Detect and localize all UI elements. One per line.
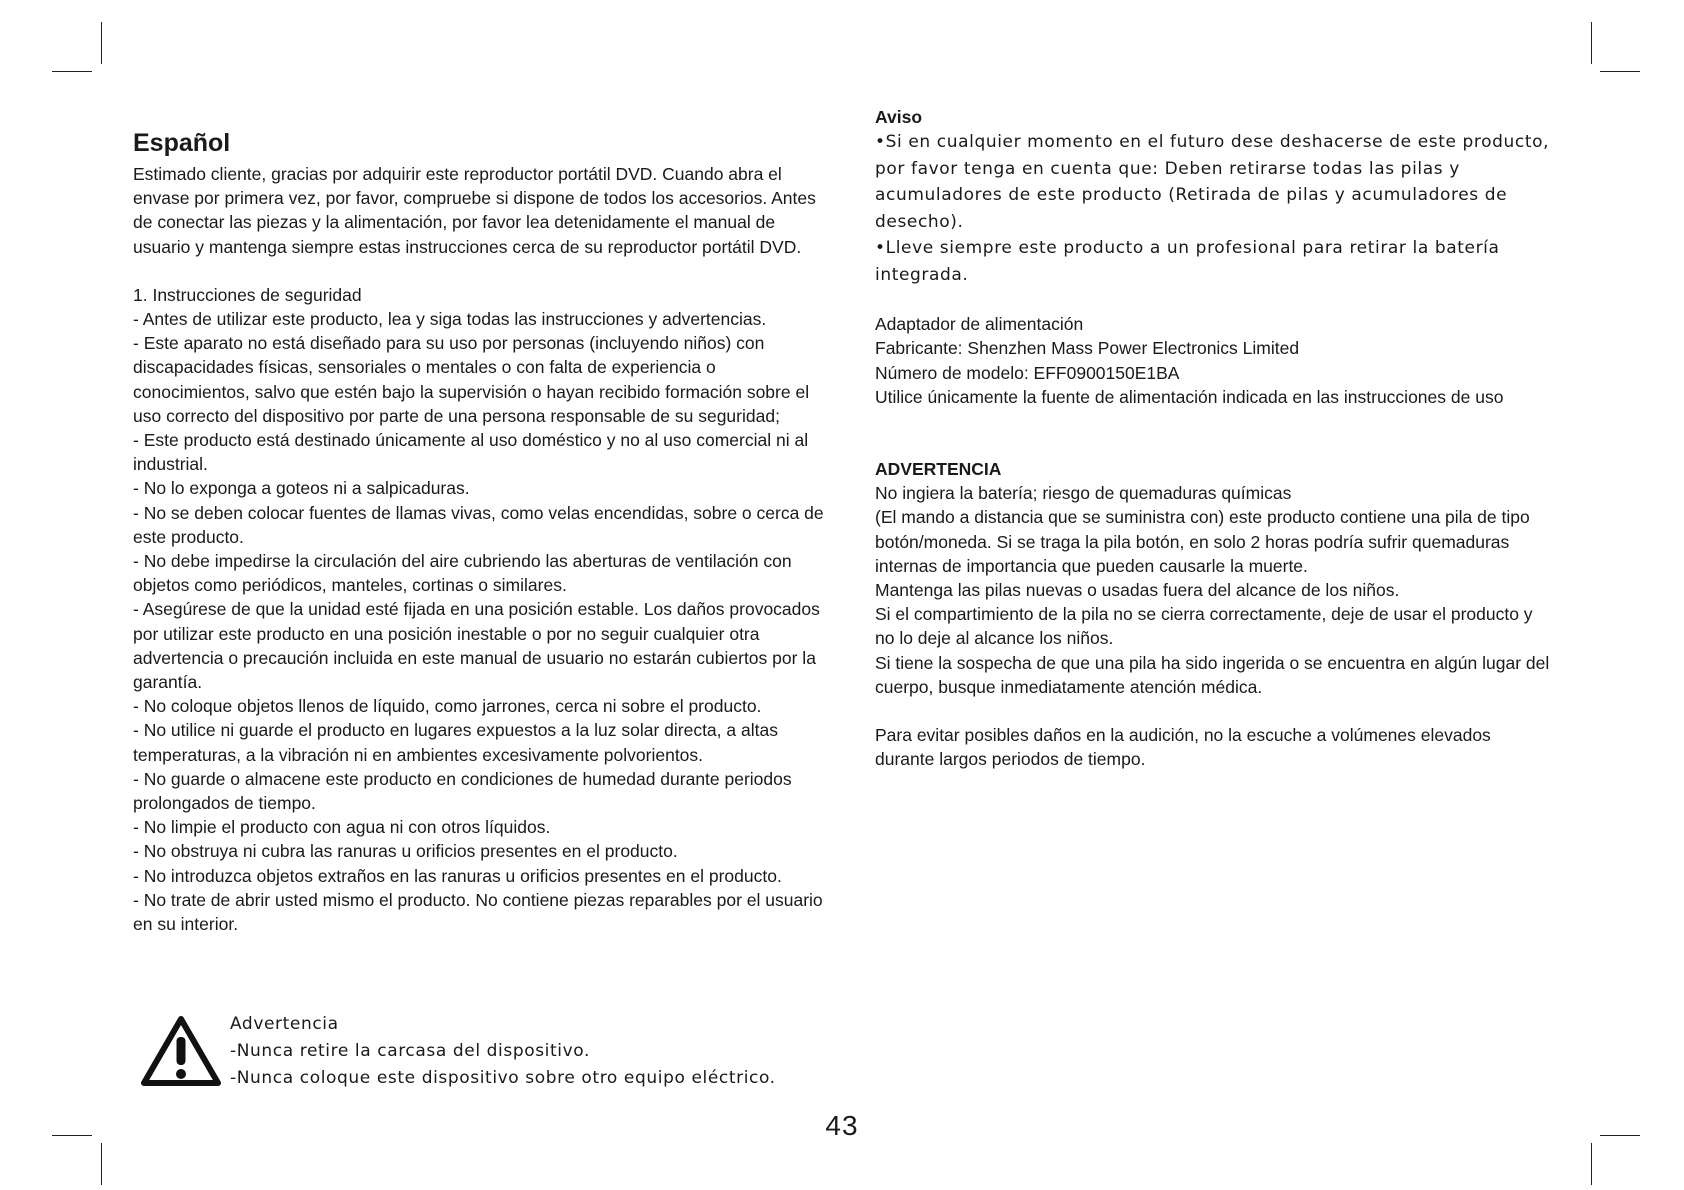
- safety-item: - No introduzca objetos extraños en las ranuras u orificios presentes en el producto.: [133, 865, 782, 886]
- adapter-manufacturer: Fabricante: Shenzhen Mass Power Electronics Limited: [875, 338, 1300, 359]
- aviso-item: •Si en cualquier momento en el futuro dese deshacerse de este producto, por favor tenga en cuenta que: Deben retirarse todas las pilas y acumuladores de este producto (Retirada de pilas y acumuladores de desecho).: [875, 132, 1550, 232]
- aviso-heading: Aviso: [875, 107, 923, 127]
- adapter-heading: Adaptador de alimentación: [875, 314, 1084, 335]
- safety-item: - No se deben colocar fuentes de llamas vivas, como velas encendidas, sobre o cerca de este producto.: [133, 502, 824, 547]
- crop-mark-top-left-horizontal: [52, 71, 92, 72]
- hearing-note: Para evitar posibles daños en la audición, no la escuche a volúmenes elevados durante largos periodos de tiempo.: [875, 725, 1491, 770]
- warning-line: -Nunca coloque este dispositivo sobre otro equipo eléctrico.: [230, 1068, 776, 1088]
- left-column: [133, 126, 833, 936]
- page-title: Español: [133, 129, 231, 157]
- advertencia-line: Mantenga las pilas nuevas o usadas fuera del alcance de los niños.: [875, 580, 1400, 601]
- warning-line: -Nunca retire la carcasa del dispositivo.: [230, 1041, 590, 1061]
- safety-item: - Este producto está destinado únicamente al uso doméstico y no al uso comercial ni al industrial.: [133, 430, 809, 475]
- safety-item: - No obstruya ni cubra las ranuras u orificios presentes en el producto.: [133, 841, 678, 862]
- advertencia-line: Si el compartimiento de la pila no se cierra correctamente, deje de usar el producto y no lo deje al alcance los niños.: [875, 604, 1533, 649]
- page-number: 43: [825, 1110, 859, 1141]
- crop-mark-top-left-vertical: [101, 22, 102, 64]
- advertencia-line: (El mando a distancia que se suministra con) este producto contiene una pila de tipo botón/moneda. Si se traga la pila botón, en solo 2 horas podría sufrir quemaduras internas de importancia que pueden causarle la muerte.: [875, 507, 1530, 576]
- warning-title: Advertencia: [230, 1014, 339, 1034]
- adapter-model: Número de modelo: EFF0900150E1BA: [875, 362, 1180, 383]
- advertencia-line: No ingiera la batería; riesgo de quemaduras químicas: [875, 483, 1292, 504]
- warning-box: [140, 1011, 840, 1091]
- safety-item: - No trate de abrir usted mismo el producto. No contiene piezas reparables por el usuario en su interior.: [133, 889, 823, 935]
- right-column: [875, 105, 1555, 771]
- safety-item: - Este aparato no está diseñado para su uso por personas (incluyendo niños) con discapacidades físicas, sensoriales o mentales o con falta de experiencia o conocimientos, salvo que estén bajo la supervisión o hayan recibido formación sobre el uso correcto del dispositivo por parte de una persona responsable de su seguridad;: [133, 333, 810, 426]
- safety-item: - No coloque objetos llenos de líquido, como jarrones, cerca ni sobre el producto.: [133, 696, 762, 717]
- safety-item: - No guarde o almacene este producto en condiciones de humedad durante periodos prolongados de tiempo.: [133, 768, 792, 814]
- crop-mark-bottom-right-vertical: [1591, 1143, 1592, 1185]
- safety-item: - No debe impedirse la circulación del aire cubriendo las aberturas de ventilación con objetos como periódicos, manteles, cortinas o similares.: [133, 551, 792, 596]
- advertencia-line: Si tiene la sospecha de que una pila ha sido ingerida o se encuentra en algún lugar del cuerpo, busque inmediatamente atención médica.: [875, 652, 1550, 697]
- crop-mark-top-right-vertical: [1591, 22, 1592, 64]
- aviso-item: •Lleve siempre este producto a un profesional para retirar la batería integrada.: [875, 238, 1500, 285]
- advertencia-heading: ADVERTENCIA: [875, 459, 1002, 480]
- adapter-note: Utilice únicamente la fuente de alimentación indicada en las instrucciones de uso: [875, 386, 1504, 407]
- safety-item: - No utilice ni guarde el producto en lugares expuestos a la luz solar directa, a altas temperaturas, a la vibración ni en ambientes excesivamente polvorientos.: [133, 720, 778, 765]
- warning-text: [230, 1011, 776, 1092]
- warning-triangle-icon: [140, 1015, 222, 1087]
- crop-mark-top-right-horizontal: [1600, 71, 1640, 72]
- safety-item: - No lo exponga a goteos ni a salpicaduras.: [133, 478, 470, 499]
- safety-item: - Asegúrese de que la unidad esté fijada en una posición estable. Los daños provocados por utilizar este producto en una posición inestable o por no seguir cualquier otra advertencia o precaución incluida en este manual de usuario no estarán cubiertos por la garantía.: [133, 599, 820, 693]
- safety-section-heading: 1. Instrucciones de seguridad: [133, 284, 362, 305]
- safety-item: - No limpie el producto con agua ni con otros líquidos.: [133, 817, 551, 838]
- intro-paragraph: Estimado cliente, gracias por adquirir este reproductor portátil DVD. Cuando abra el envase por primera vez, por favor, compruebe si dispone de todos los accesorios. Antes de conectar las piezas y la alimentación, por favor lea detenidamente el manual de usuario y mantenga siempre estas instrucciones cerca de su reproductor portátil DVD.: [133, 164, 816, 257]
- safety-item: - Antes de utilizar este producto, lea y siga todas las instrucciones y advertencias.: [133, 309, 767, 330]
- crop-mark-bottom-left-vertical: [101, 1143, 102, 1185]
